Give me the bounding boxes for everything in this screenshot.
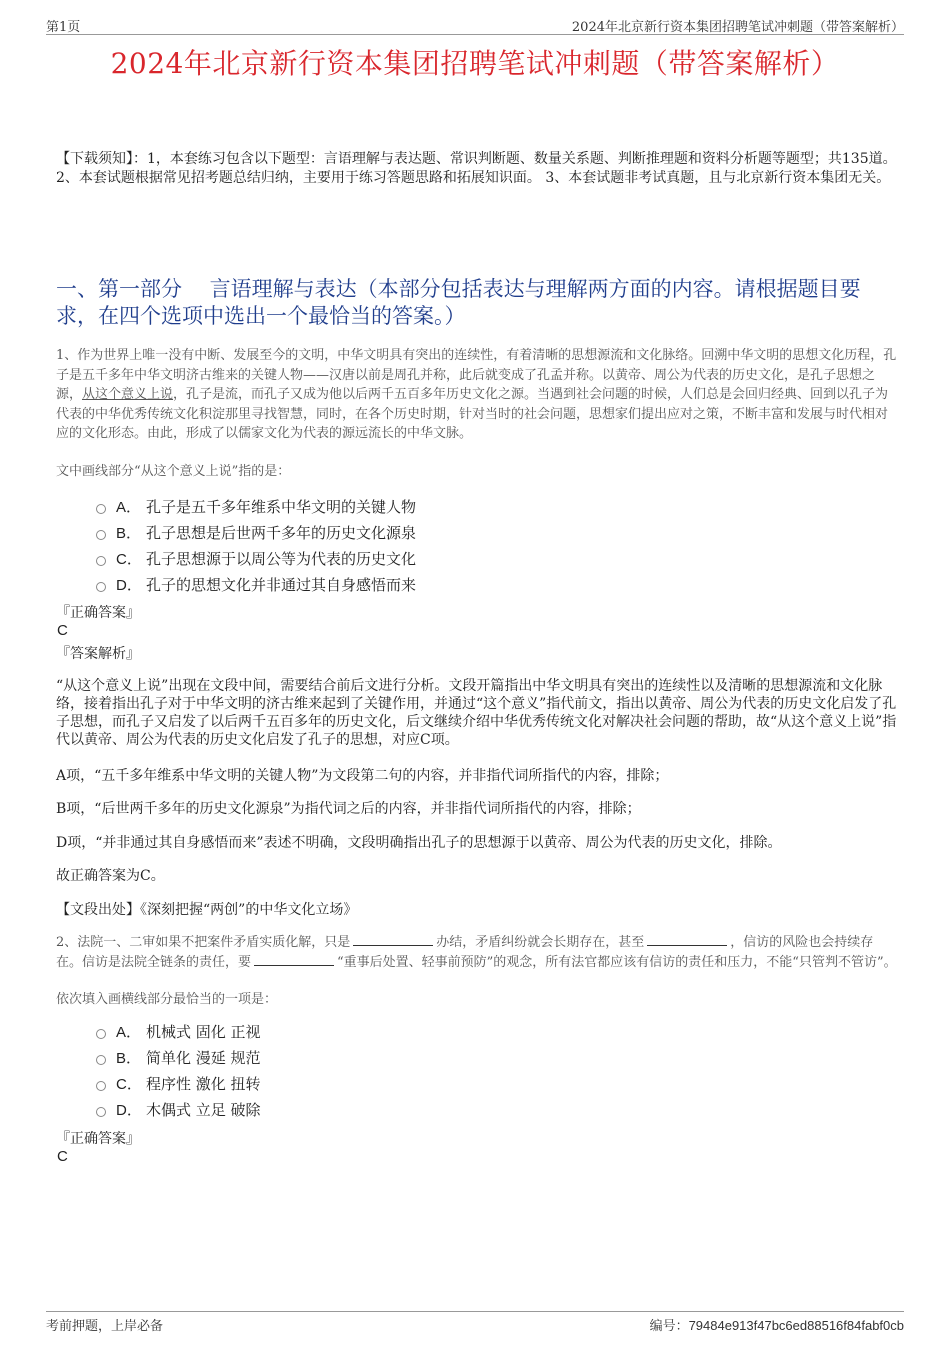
- question-2-option-c[interactable]: C． 程序性 激化 扭转: [96, 1070, 261, 1096]
- document-title: 2024年北京新行资本集团招聘笔试冲刺题（带答案解析）: [110, 47, 840, 80]
- radio-icon[interactable]: [96, 530, 106, 540]
- page-footer: [46, 1311, 904, 1336]
- page-number: 第1页: [46, 20, 81, 35]
- question-1-option-b[interactable]: B． 孔子思想是后世两千多年的历史文化源泉: [96, 519, 416, 545]
- radio-icon[interactable]: [96, 1055, 106, 1065]
- download-notice: 【下载须知】：1，本套练习包含以下题型：言语理解与表达题、常识判断题、数量关系题、判断推理题和资料分析题等题型；共135道。 2、本套试题根据常见招考题总结归纳，主要用于练习答题思路和拓展知识面。 3、本套试题非考试真题，且与北京新行资本集团无关。: [56, 151, 897, 186]
- radio-icon[interactable]: [96, 1081, 106, 1091]
- question-1-option-c[interactable]: C． 孔子思想源于以周公等为代表的历史文化: [96, 545, 416, 571]
- footer-serial-number: 编号：79484e913f47bc6ed88516f84fabf0cb: [649, 1318, 904, 1333]
- question-1-analysis-b: B项，“后世两千多年的历史文化源泉”为指代词之后的内容，并非指代词所指代的内容，排除；: [56, 801, 641, 817]
- fill-blank-1: [353, 935, 433, 946]
- radio-icon[interactable]: [96, 582, 106, 592]
- question-1-prompt: 文中画线部分“从这个意义上说”指的是：: [56, 464, 291, 479]
- question-1-underlined-phrase: 从这个意义上说: [82, 387, 174, 402]
- question-2-answer: C: [57, 1148, 68, 1165]
- question-1-analysis-label: 『答案解析』: [56, 646, 140, 662]
- footer-slogan: 考前押题，上岸必备: [46, 1319, 164, 1334]
- question-1-analysis: “从这个意义上说”出现在文段中间，需要结合前后文进行分析。文段开篇指出中华文明具有突出的连续性以及清晰的思想源流和文化脉络，接着指出孔子对于中华文明的济古维来起到了关键作用，并通过“这个意义”指代前文，指出以黄帝、周公为代表的历史文化启发了孔子思想，而孔子又启发了以后两千五百多年的历史文化，后文继续介绍中华优秀传统文化对解决社会问题的帮助，故“从这个意义上说”指代以黄帝、周公为代表的历史文化启发了孔子的思想，对应C项。: [56, 678, 897, 748]
- question-1-option-d[interactable]: D． 孔子的思想文化并非通过其自身感悟而来: [96, 571, 416, 597]
- question-1-answer-label: 『正确答案』: [56, 605, 140, 621]
- question-1-options: [96, 493, 416, 597]
- question-2-option-d[interactable]: D． 木偶式 立足 破除: [96, 1096, 261, 1122]
- question-2-option-b[interactable]: B． 简单化 漫延 规范: [96, 1044, 261, 1070]
- question-1-analysis-a: A项，“五千多年维系中华文明的关键人物”为文段第二句的内容，并非指代词所指代的内容，排除；: [56, 768, 669, 784]
- question-2-prompt: 依次填入画横线部分最恰当的一项是：: [56, 992, 278, 1007]
- question-1-stem: [56, 346, 898, 444]
- radio-icon[interactable]: [96, 556, 106, 566]
- question-1-stem-part-b: ，孔子是流，而孔子又成为他以后两千五百多年历史文化之源。当遇到社会问题的时候，人们总是会回归经典、回到以孔子为代表的中华优秀传统文化积淀那里寻找智慧，同时，在各个历史时期，针对当时的社会问题，思想家们提出应对之策，不断丰富和发展与时代相对应的文化形态。由此，形成了以儒家文化为代表的源远流长的中华文脉。: [56, 387, 889, 441]
- question-1-conclusion: 故正确答案为C。: [56, 868, 165, 884]
- question-1-analysis-d: D项，“并非通过其自身感悟而来”表述不明确，文段明确指出孔子的思想源于以黄帝、周公为代表的历史文化，排除。: [56, 835, 782, 851]
- question-2-options: [96, 1018, 261, 1122]
- radio-icon[interactable]: [96, 1107, 106, 1117]
- question-2-answer-label: 『正确答案』: [56, 1131, 140, 1147]
- section-heading: 一、第一部分 言语理解与表达（本部分包括表达与理解两方面的内容。请根据题目要求，在四个选项中选出一个最恰当的答案。）: [56, 277, 861, 328]
- question-2-stem: 2、法院一、二审如果不把案件矛盾实质化解，只是 办结，矛盾纠纷就会长期存在，甚至 ，信访的风险也会持续存在。信访是法院全链条的责任，要 “重事后处置、轻事前预防”的观念，所有法官都应该有信访的责任和压力，不能“只管判不管访”。: [56, 935, 897, 970]
- radio-icon[interactable]: [96, 1029, 106, 1039]
- question-1-source: 【文段出处】《深刻把握“两创”的中华文化立场》: [56, 902, 358, 918]
- question-1-stem-part-a: 1、作为世界上唯一没有中断、发展至今的文明，中华文明具有突出的连续性，有着清晰的思想源流和文化脉络。回溯中华文明的思想文化历程，孔子是五千多年中华文明济古维来的关键人物——汉唐以前是周孔并称，此后就变成了孔孟并称。以黄帝、周公为代表的历史文化，是孔子思想之源，: [56, 348, 897, 402]
- question-1-option-a[interactable]: A． 孔子是五千多年维系中华文明的关键人物: [96, 493, 416, 519]
- fill-blank-2: [647, 935, 727, 946]
- radio-icon[interactable]: [96, 504, 106, 514]
- page-header: [46, 14, 904, 35]
- header-doc-title: 2024年北京新行资本集团招聘笔试冲刺题（带答案解析）: [571, 20, 904, 35]
- fill-blank-3: [254, 955, 334, 966]
- question-2-option-a[interactable]: A． 机械式 固化 正视: [96, 1018, 261, 1044]
- question-1-answer: C: [57, 622, 68, 639]
